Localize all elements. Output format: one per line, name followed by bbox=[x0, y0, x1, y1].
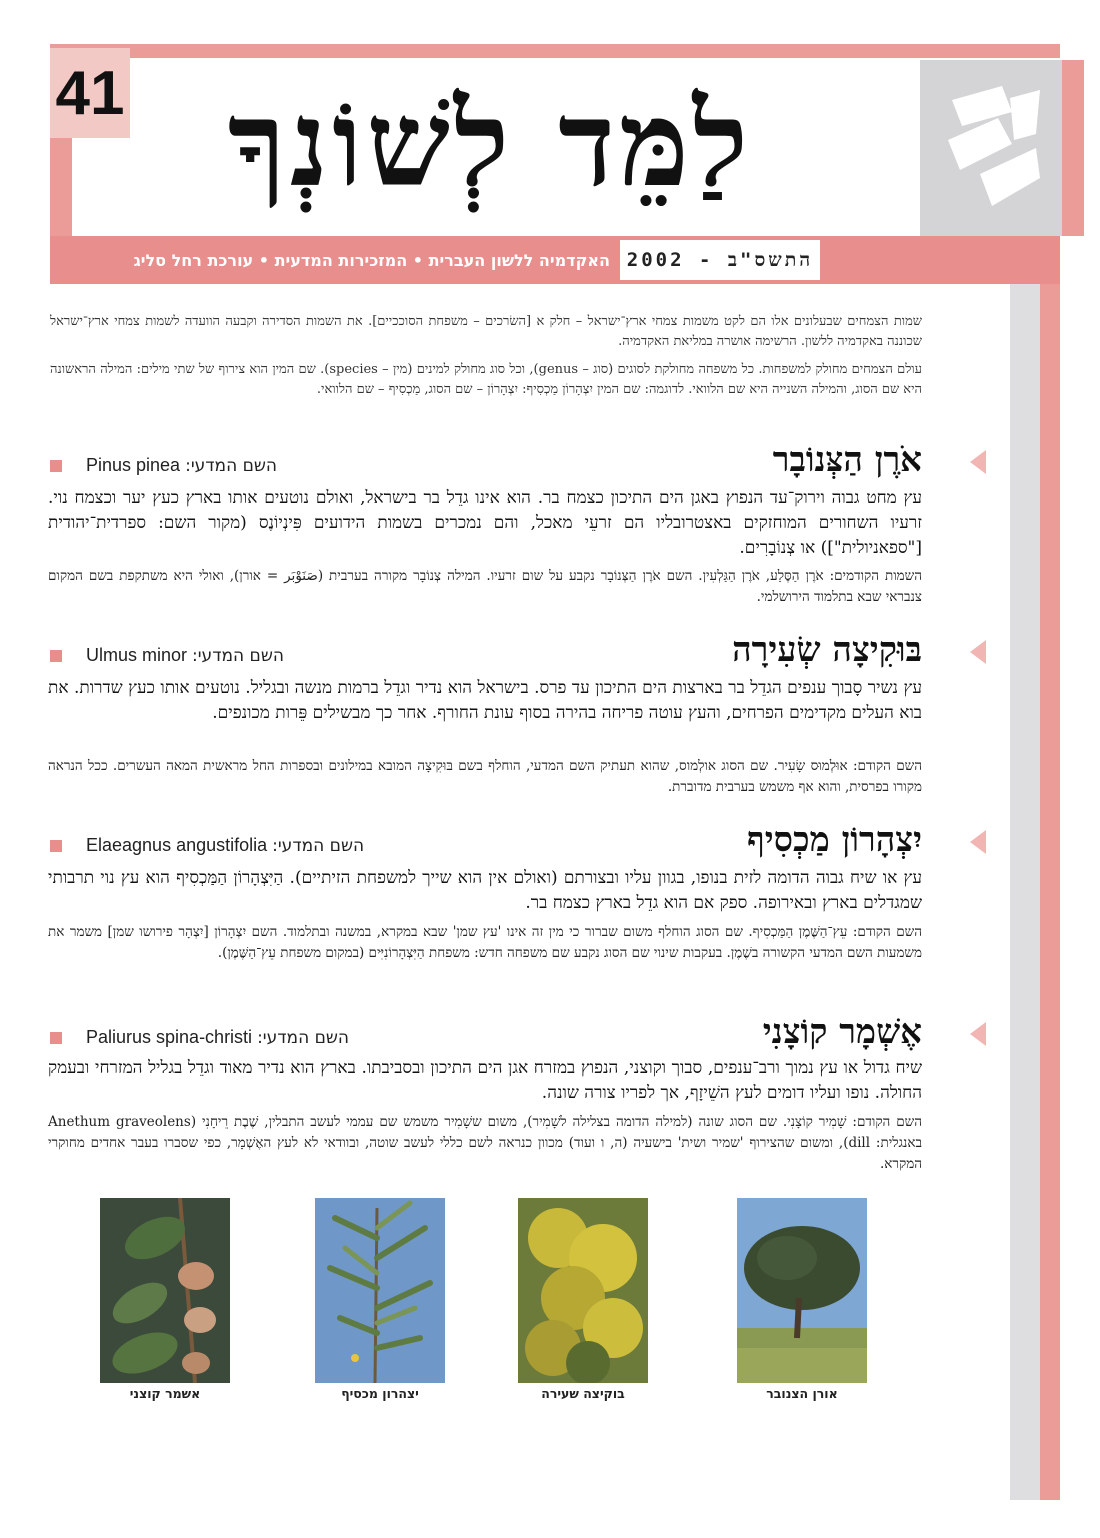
issue-number: 41 bbox=[50, 48, 130, 138]
scientific-name-label: השם המדעי: bbox=[257, 1028, 350, 1048]
entry-body: עץ מחט גבוה וירוק־עד הנפוץ באגן הים התיכון כצמח בר. הוא אינו גדֵל בר בישראל, ואולם נוטעים אותו בארץ כעץ יער וכצמח נוי. זרעיו השחורים המוחזקים באצטרובליו הם זרעֵי מאכל, והם נמכרים בשמות הידועים פִּינְיוֹנֶס (מקור השם: ספרדית־יהודית ["ספאניולית"]) או צְנוֹבָרִים. bbox=[48, 488, 922, 558]
photo-caption: אשמר קוצני bbox=[129, 1386, 201, 1401]
scientific-name: Elaeagnus angustifolia bbox=[86, 835, 268, 855]
entry-marker-icon bbox=[970, 1022, 986, 1046]
scientific-name: Paliurus spina-christi bbox=[86, 1027, 253, 1047]
photo-caption: אורן הצנובר bbox=[766, 1386, 838, 1401]
entry-marker-icon bbox=[970, 450, 986, 474]
page-title: לַמֵּד לְשׁוֹנְךָ bbox=[227, 74, 753, 213]
entry-body: עץ או שיח גבוה הדומה לזית בנופו, בגוון עליו ובצורתם (ואולם אין הוא שייך למשפחת הזיתיים). הַיִּצְהָרוֹן הַמַּכְסִיף הוא עץ נוי תרבותי שמגדלים בארץ ובאירופה. ספק אם הוא גדֵל בארץ כצמח בר. bbox=[48, 868, 922, 913]
frame-top-bar bbox=[50, 44, 1060, 58]
entry-note: השם הקודם: שָׁמִיר קוֹצָנִי. שם הסוג שונה (למילה הדומה בצלילה לשָׁמִיר), משום ששָׁמִיר משמש שם עממי לעשב התבלין, שֶׁבֶת רֵיחָנִי (Anethum graveolens באנגלית: dill), ומשום שהצירוף 'שמיר ושית' בישעיה (ה, ו ועוד) מכוון כנראה לשם כללי לעשב שוטה, ובוודאי לא לעץ האֶשְׁמָר, כפי שסברו בעבר אחדים מחוקרי המקרא. bbox=[48, 1114, 923, 1172]
header-side-bar bbox=[1062, 60, 1084, 236]
scientific-name-label: השם המדעי: bbox=[272, 836, 365, 856]
entry-heading: יִצְהָרוֹן מַכְסִיף bbox=[747, 820, 922, 860]
scientific-name-label: השם המדעי: bbox=[192, 646, 284, 666]
photo-caption: יצהרון מכסיף bbox=[341, 1386, 419, 1401]
photo-elm-tree bbox=[518, 1198, 648, 1383]
entry-heading: אֶשְׁמָר קוֹצָנִי bbox=[762, 1012, 922, 1052]
photo-thorn-bush bbox=[100, 1198, 230, 1383]
photo-pine-tree bbox=[737, 1198, 867, 1383]
header-subtitle: האקדמיה ללשון העברית • המזכירות המדעית • עורכת רחל סליג bbox=[133, 250, 610, 270]
intro-paragraph-2: עולם הצמחים מחולק למשפחות. כל משפחה מחולקת לסוגים (סוג – genus), וכל סוג מחולק למינים (מין – species). שם המין הוא צירוף של שתי מילים: המילה הראשונה היא שם הסוג, והמילה השנייה היא שם הלוואי. לדוגמה: שם המין יִצְהָרוֹן מַכְסִיף: יִצְהָרוֹן – שם הסוג, מַכְסִיף – שם הלוואי. bbox=[50, 362, 922, 397]
academy-logo-icon bbox=[940, 78, 1050, 218]
scientific-name-row bbox=[86, 455, 277, 476]
scientific-name-row bbox=[86, 1027, 349, 1048]
bullet-square-icon bbox=[50, 840, 62, 852]
photo-elaeagnus bbox=[315, 1198, 445, 1383]
bullet-square-icon bbox=[50, 460, 62, 472]
scientific-name-label: השם המדעי: bbox=[185, 456, 278, 476]
photo-caption: בוקיצה שעירה bbox=[541, 1386, 625, 1401]
entry-heading: בּוּקִיצָה שְׂעִירָה bbox=[732, 630, 922, 670]
intro-paragraph-1: שמות הצמחים שבעלונים אלו הם לקט משמות צמחי ארץ־ישראל – חלק א [השׂרכים – משפחת הסוככיים]. את השמות הסדירה וקבעה הוועדה לשמות צמחי ארץ־ישראל שכוננה באקדמיה ללשון. הרשימה אושרה במליאת האקדמיה. bbox=[50, 314, 923, 349]
scientific-name: Pinus pinea bbox=[86, 455, 181, 475]
issue-year: התשס"ב - 2002 bbox=[620, 240, 820, 280]
entry-note: השמות הקודמים: אֹרֶן הַסֶּלַע, אֹרֶן הַגַּלְעִין. השם אֹרֶן הַצְּנוֹבָר נקבע על שום זרעיו. המילה צְנוֹבָר מקורה בערבית (صَنَوْبَر = אורן), ואולי היא משתקפת בשם המקום צנבראי שבא בתלמוד הירושלמי. bbox=[48, 568, 922, 605]
entry-note: השם הקודם: עֵץ־הַשֶּׁמֶן הַמַּכְסִיף. שם הסוג הוחלף משום שברור כי מין זה אינו 'עץ שמן' שבא במקרא, במשנה ובתלמוד. השם יִצְהָרוֹן [יִצְהָר פירושו שמן] משמר את משמעות השם המדעי הקשורה בשֶׁמֶן. בעקבות שינוי שם הסוג נקבע שם משפחה חדש: משפחת הַיִּצְהָרוֹנִיִּים (במקום משפחת עֵץ־הַשֶּׁמֶן). bbox=[48, 924, 922, 961]
entry-body: שיח גדול או עץ נמוך ורב־ענפים, סבוך וקוצני, הנפוץ במזרח אגן הים התיכון ובסביבתו. בארץ הוא נדיר מאוד וגדֵל בגליל המזרחי ובעמק החולה. נופו ועליו דומים לעץ השֵׁיזָף, אך לפריו צורה שונה. bbox=[48, 1058, 922, 1103]
entry-heading: אֹרֶן הַצְּנוֹבָר bbox=[772, 440, 922, 480]
entry-note: השם הקודם: אוּלְמוּס שָׂעִיר. שם הסוג אולְמוס, שהוא תעתיק השם המדעי, הוחלף בשם בּוּקִיצָה המובא במילונים ובספרות החל מראשית המאה העשרים. ככל הנראה מקורו בפרסית, והוא אף משמש בערבית מדוברת. bbox=[48, 758, 922, 795]
scientific-name-row bbox=[86, 645, 284, 666]
entry-marker-icon bbox=[970, 640, 986, 664]
bullet-square-icon bbox=[50, 650, 62, 662]
entry-marker-icon bbox=[970, 830, 986, 854]
scientific-name: Ulmus minor bbox=[86, 645, 188, 665]
scientific-name-row bbox=[86, 835, 364, 856]
entry-body: עץ נשיר סָבוך ענפים הגדֵל בר בארצות הים התיכון עד פרס. בישראל הוא נדיר וגדֵל ברמות מנשה ובגליל. נוטעים אותו כעץ שדרות. את בוא העלים מקדימים הפרחים, והעץ עוטה פריחה בהירה בסוף עונת החורף. אחר כך מבשילים פֵּרות מכונפים. bbox=[48, 678, 922, 723]
bullet-square-icon bbox=[50, 1032, 62, 1044]
